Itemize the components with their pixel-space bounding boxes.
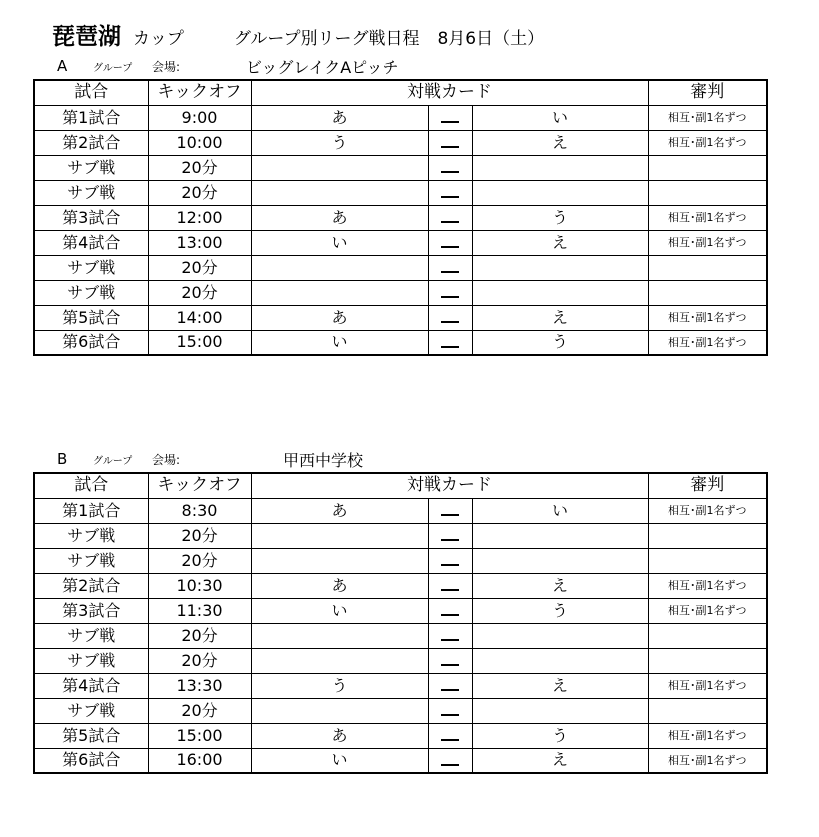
away-team-cell xyxy=(472,548,648,573)
table-row xyxy=(34,280,767,305)
table-row xyxy=(34,598,767,623)
versus-dash xyxy=(428,205,472,230)
home-team-cell xyxy=(251,255,428,280)
home-team-cell: い xyxy=(251,330,428,355)
away-team-cell: う xyxy=(472,205,648,230)
versus-dash xyxy=(428,648,472,673)
match-cell: 第6試合 xyxy=(34,748,148,773)
header-kickoff: キックオフ xyxy=(148,80,251,105)
kickoff-cell: 8:30 xyxy=(148,498,251,523)
table-row xyxy=(34,305,767,330)
group-a-schedule-table xyxy=(33,79,768,356)
match-cell: サブ戦 xyxy=(34,155,148,180)
away-team-cell xyxy=(472,698,648,723)
versus-dash xyxy=(428,255,472,280)
referee-cell: 相互･副1名ずつ xyxy=(648,673,767,698)
match-cell: 第2試合 xyxy=(34,573,148,598)
header-referee: 審判 xyxy=(648,80,767,105)
versus-dash xyxy=(428,623,472,648)
dash-mark xyxy=(441,246,459,248)
dash-mark xyxy=(441,271,459,273)
kickoff-cell: 13:00 xyxy=(148,230,251,255)
group-a-header xyxy=(0,54,819,78)
dash-mark xyxy=(441,196,459,198)
home-team-cell xyxy=(251,548,428,573)
away-team-cell xyxy=(472,180,648,205)
home-team-cell xyxy=(251,155,428,180)
kickoff-cell: 20分 xyxy=(148,180,251,205)
referee-cell xyxy=(648,698,767,723)
match-cell: 第4試合 xyxy=(34,673,148,698)
dash-mark xyxy=(441,539,459,541)
away-team-cell xyxy=(472,280,648,305)
versus-dash xyxy=(428,573,472,598)
table-header-row xyxy=(34,80,767,105)
referee-cell: 相互･副1名ずつ xyxy=(648,230,767,255)
kickoff-cell: 15:00 xyxy=(148,330,251,355)
versus-dash xyxy=(428,523,472,548)
versus-dash xyxy=(428,105,472,130)
dash-mark xyxy=(441,714,459,716)
versus-dash xyxy=(428,698,472,723)
title-cup: カップ xyxy=(133,29,184,49)
kickoff-cell: 10:30 xyxy=(148,573,251,598)
away-team-cell: え xyxy=(472,748,648,773)
versus-dash xyxy=(428,280,472,305)
versus-dash xyxy=(428,598,472,623)
table-row xyxy=(34,523,767,548)
venue-name: 甲西中学校 xyxy=(283,451,364,470)
home-team-cell xyxy=(251,648,428,673)
table-row xyxy=(34,205,767,230)
kickoff-cell: 16:00 xyxy=(148,748,251,773)
table-row xyxy=(34,573,767,598)
away-team-cell: う xyxy=(472,723,648,748)
table-row xyxy=(34,648,767,673)
kickoff-cell: 20分 xyxy=(148,648,251,673)
match-cell: 第6試合 xyxy=(34,330,148,355)
match-cell: 第5試合 xyxy=(34,305,148,330)
table-row xyxy=(34,155,767,180)
table-row xyxy=(34,498,767,523)
referee-cell xyxy=(648,623,767,648)
table-row xyxy=(34,255,767,280)
dash-mark xyxy=(441,296,459,298)
away-team-cell: う xyxy=(472,330,648,355)
versus-dash xyxy=(428,548,472,573)
referee-cell: 相互･副1名ずつ xyxy=(648,598,767,623)
venue-name: ビッグレイクAピッチ xyxy=(246,58,399,77)
home-team-cell: う xyxy=(251,130,428,155)
home-team-cell: あ xyxy=(251,305,428,330)
kickoff-cell: 20分 xyxy=(148,255,251,280)
home-team-cell: あ xyxy=(251,573,428,598)
referee-cell: 相互･副1名ずつ xyxy=(648,330,767,355)
referee-cell xyxy=(648,155,767,180)
away-team-cell xyxy=(472,155,648,180)
away-team-cell xyxy=(472,523,648,548)
referee-cell xyxy=(648,548,767,573)
kickoff-cell: 20分 xyxy=(148,698,251,723)
match-cell: サブ戦 xyxy=(34,648,148,673)
table-row xyxy=(34,330,767,355)
header-match: 試合 xyxy=(34,80,148,105)
table-row xyxy=(34,130,767,155)
away-team-cell xyxy=(472,255,648,280)
kickoff-cell: 12:00 xyxy=(148,205,251,230)
dash-mark xyxy=(441,764,459,766)
group-b-header xyxy=(0,447,819,471)
referee-cell: 相互･副1名ずつ xyxy=(648,105,767,130)
versus-dash xyxy=(428,155,472,180)
header-referee: 審判 xyxy=(648,473,767,498)
home-team-cell xyxy=(251,698,428,723)
kickoff-cell: 9:00 xyxy=(148,105,251,130)
table-row xyxy=(34,548,767,573)
dash-mark xyxy=(441,664,459,666)
referee-cell: 相互･副1名ずつ xyxy=(648,498,767,523)
table-row xyxy=(34,230,767,255)
versus-dash xyxy=(428,180,472,205)
table-row xyxy=(34,748,767,773)
match-cell: サブ戦 xyxy=(34,698,148,723)
group-letter: B xyxy=(57,450,68,468)
versus-dash xyxy=(428,723,472,748)
match-cell: 第3試合 xyxy=(34,598,148,623)
header-kickoff: キックオフ xyxy=(148,473,251,498)
table-header-row xyxy=(34,473,767,498)
referee-cell: 相互･副1名ずつ xyxy=(648,130,767,155)
home-team-cell: あ xyxy=(251,105,428,130)
table-row xyxy=(34,105,767,130)
referee-cell xyxy=(648,180,767,205)
kickoff-cell: 20分 xyxy=(148,280,251,305)
venue-label: 会場: xyxy=(152,60,181,74)
versus-dash xyxy=(428,230,472,255)
group-letter: A xyxy=(57,57,68,75)
table-row xyxy=(34,723,767,748)
versus-dash xyxy=(428,305,472,330)
kickoff-cell: 11:30 xyxy=(148,598,251,623)
dash-mark xyxy=(441,614,459,616)
away-team-cell: え xyxy=(472,673,648,698)
kickoff-cell: 20分 xyxy=(148,623,251,648)
table-row xyxy=(34,698,767,723)
home-team-cell: い xyxy=(251,748,428,773)
table-row xyxy=(34,673,767,698)
group-label: グループ xyxy=(93,456,133,467)
home-team-cell xyxy=(251,280,428,305)
match-cell: サブ戦 xyxy=(34,280,148,305)
versus-dash xyxy=(428,330,472,355)
away-team-cell: い xyxy=(472,105,648,130)
home-team-cell: あ xyxy=(251,723,428,748)
match-cell: 第3試合 xyxy=(34,205,148,230)
kickoff-cell: 20分 xyxy=(148,548,251,573)
kickoff-cell: 13:30 xyxy=(148,673,251,698)
group-b-schedule-table xyxy=(33,472,768,774)
dash-mark xyxy=(441,564,459,566)
referee-cell: 相互･副1名ずつ xyxy=(648,748,767,773)
dash-mark xyxy=(441,639,459,641)
referee-cell: 相互･副1名ずつ xyxy=(648,205,767,230)
home-team-cell: い xyxy=(251,230,428,255)
home-team-cell: う xyxy=(251,673,428,698)
title-lake: 琵琶湖 xyxy=(52,24,121,50)
match-cell: 第2試合 xyxy=(34,130,148,155)
away-team-cell: う xyxy=(472,598,648,623)
dash-mark xyxy=(441,121,459,123)
away-team-cell: え xyxy=(472,130,648,155)
home-team-cell xyxy=(251,623,428,648)
referee-cell: 相互･副1名ずつ xyxy=(648,573,767,598)
versus-dash xyxy=(428,130,472,155)
header-match: 試合 xyxy=(34,473,148,498)
referee-cell xyxy=(648,255,767,280)
referee-cell: 相互･副1名ずつ xyxy=(648,305,767,330)
kickoff-cell: 15:00 xyxy=(148,723,251,748)
referee-cell xyxy=(648,280,767,305)
home-team-cell: い xyxy=(251,598,428,623)
dash-mark xyxy=(441,171,459,173)
venue-label: 会場: xyxy=(152,453,181,467)
match-cell: サブ戦 xyxy=(34,255,148,280)
home-team-cell: あ xyxy=(251,498,428,523)
table-row xyxy=(34,180,767,205)
dash-mark xyxy=(441,321,459,323)
dash-mark xyxy=(441,739,459,741)
header-card: 対戦カード xyxy=(251,473,648,498)
match-cell: 第1試合 xyxy=(34,105,148,130)
kickoff-cell: 10:00 xyxy=(148,130,251,155)
dash-mark xyxy=(441,146,459,148)
match-cell: 第5試合 xyxy=(34,723,148,748)
dash-mark xyxy=(441,346,459,348)
versus-dash xyxy=(428,748,472,773)
page-title xyxy=(52,18,544,54)
away-team-cell: え xyxy=(472,573,648,598)
dash-mark xyxy=(441,221,459,223)
versus-dash xyxy=(428,498,472,523)
home-team-cell: あ xyxy=(251,205,428,230)
versus-dash xyxy=(428,673,472,698)
referee-cell xyxy=(648,648,767,673)
kickoff-cell: 20分 xyxy=(148,523,251,548)
home-team-cell xyxy=(251,523,428,548)
away-team-cell xyxy=(472,623,648,648)
match-cell: 第1試合 xyxy=(34,498,148,523)
home-team-cell xyxy=(251,180,428,205)
away-team-cell: え xyxy=(472,230,648,255)
away-team-cell: え xyxy=(472,305,648,330)
kickoff-cell: 20分 xyxy=(148,155,251,180)
match-cell: 第4試合 xyxy=(34,230,148,255)
away-team-cell: い xyxy=(472,498,648,523)
match-cell: サブ戦 xyxy=(34,180,148,205)
match-cell: サブ戦 xyxy=(34,623,148,648)
dash-mark xyxy=(441,589,459,591)
kickoff-cell: 14:00 xyxy=(148,305,251,330)
table-row xyxy=(34,623,767,648)
title-schedule: グループ別リーグ戦日程 xyxy=(233,29,420,49)
referee-cell: 相互･副1名ずつ xyxy=(648,723,767,748)
title-date: 8月6日（土） xyxy=(437,29,545,49)
match-cell: サブ戦 xyxy=(34,523,148,548)
dash-mark xyxy=(441,689,459,691)
dash-mark xyxy=(441,514,459,516)
referee-cell xyxy=(648,523,767,548)
group-label: グループ xyxy=(93,63,133,74)
match-cell: サブ戦 xyxy=(34,548,148,573)
header-card: 対戦カード xyxy=(251,80,648,105)
away-team-cell xyxy=(472,648,648,673)
